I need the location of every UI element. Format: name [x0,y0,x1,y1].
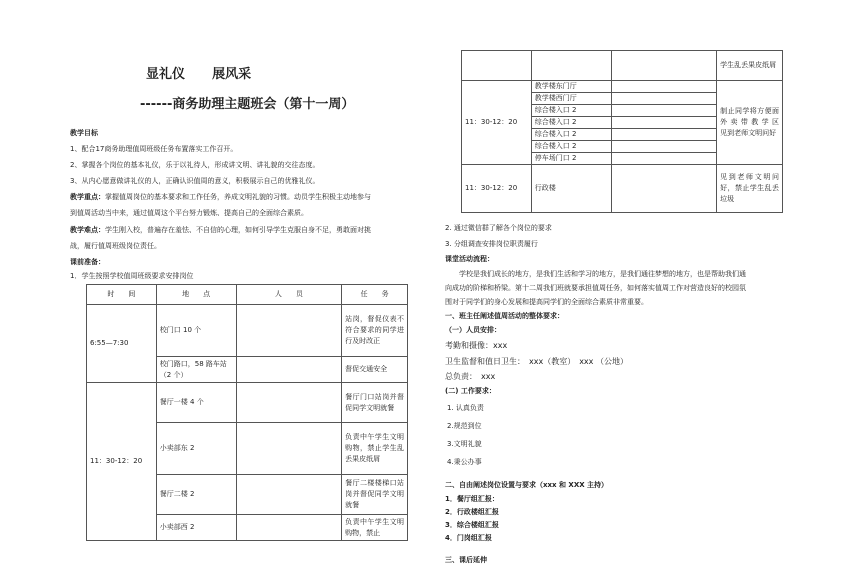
section-2-heading: 二、自由阐述岗位设置与要求（xxx 和 XXX 主持） [445,481,609,489]
table-row [87,383,408,423]
cell-time: 6:55—7:30 [87,305,157,383]
section-1-sub2: (二) 工作要求： [445,387,496,395]
section-2-item: 3．综合楼组汇报 [445,521,499,529]
section-2-item: 4．门岗组汇报 [445,534,492,542]
cell-time: 11：30-12：20 [462,165,532,213]
key-point: 教学重点：掌握值周岗位的基本要求和工作任务，养成文明礼貌的习惯。动员学生积极主动地参与 [70,193,371,201]
cell-place: 停车场门口 2 [531,153,611,165]
table-row [462,165,783,213]
cell-place: 小卖部东 2 [156,423,236,475]
staff-2: 卫生监督和值日卫生： xxx（教室） xxx （公地） [445,357,628,366]
cell-people [236,515,342,541]
section-3-heading: 三、课后延伸 [445,556,487,564]
header-place: 地 点 [156,285,236,305]
flow-paragraph-2: 向成功的阶梯和桥梁。第十二周我们班就要承担值周任务，如何落实值周工作对营造良好的校园氛 [445,284,746,292]
key-point-cont: 到值周活动当中来，通过值周这个平台努力锻炼、提高自己的全面综合素质。 [70,209,308,217]
table-row [462,51,783,81]
duty-table-continued [461,50,793,213]
cell-place: 综合楼入口 2 [531,129,611,141]
section-2-item: 2．行政楼组汇报 [445,508,499,516]
header-time: 时 间 [87,285,157,305]
cell-people [236,383,342,423]
cell-task: 站岗，督促仪表不符合要求的同学进行及时改正 [342,305,408,357]
flow-paragraph-3: 围对于同学们的身心发展和提高同学们的全面综合素质非常重要。 [445,298,648,306]
cell-task: 餐厅二楼楼梯口站岗并督促同学文明就餐 [342,475,408,515]
goal-2: 2、掌握各个岗位的基本礼仪，乐于以礼待人，形成讲文明、讲礼貌的交往态度。 [70,161,320,169]
cell-time: 11：30-12：20 [87,383,157,541]
difficulty-cont: 战，履行值周班级岗位责任。 [70,242,161,250]
header-task: 任 务 [342,285,408,305]
difficulty: 教学难点：学生刚入校，普遍存在羞怯、不自信的心理，如何引导学生克服自身不足，勇敢面对挑 [70,226,371,234]
requirement: 2.规范到位 [447,422,482,430]
cell-people [236,475,342,515]
cell-place: 餐厅二楼 2 [156,475,236,515]
cell-task: 餐厅门口站岗并督促同学文明就餐 [342,383,408,423]
cell-place: 小卖部西 2 [156,515,236,541]
staff-3: 总负责： xxx [445,372,496,381]
cell-people [236,305,342,357]
cell-place: 综合楼入口 2 [531,117,611,129]
page-title: 显礼仪 展风采 [146,67,252,82]
cell-people [236,423,342,475]
table-row [462,81,783,93]
prep-item-1: 1．学生按照学校值周班级要求安排岗位 [70,272,194,280]
requirement: 3.文明礼貌 [447,440,482,448]
section-2-item: 1．餐厅组汇报： [445,495,499,503]
goals-heading: 教学目标 [70,129,98,137]
flow-paragraph-1: 学校是我们成长的地方，是我们生活和学习的地方，是我们通往梦想的地方，也是帮助我们通 [459,270,746,278]
page-subtitle: ------商务助理主题班会（第十一周） [140,97,355,112]
duty-table [86,284,408,541]
requirement: 4.秉公办事 [447,458,482,466]
cell-task: 学生乱丢果皮纸屑 [717,51,783,81]
cell-task: 督促交通安全 [342,357,408,383]
goal-1: 1、配合17商务助理值周班级任务布置落实工作召开。 [70,145,238,153]
cell-place: 综合楼入口 2 [531,141,611,153]
section-1-sub: （一）人员安排： [445,326,501,334]
cell-people [236,357,342,383]
section-1-heading: 一、班主任阐述值周活动的整体要求： [445,312,564,320]
table-row [87,305,408,357]
cell-task: 负责中午学生文明购物，禁止 [342,515,408,541]
cell-place: 校门口 10 个 [156,305,236,357]
cell-place: 校门路口，58 路车站（2 个） [156,357,236,383]
staff-1: 考勤和摄像：xxx [445,341,508,350]
requirement: 1. 认真负责 [447,404,484,412]
cell-task: 负责中午学生文明购物，禁止学生乱丢果皮纸屑 [342,423,408,475]
cell-place: 教学楼东门厅 [531,81,611,93]
cell-place: 餐厅一楼 4 个 [156,383,236,423]
prep-heading: 课前准备： [70,258,105,266]
cell-task: 见到老师文明问好，禁止学生乱丢垃圾 [717,165,783,213]
flow-heading: 课堂活动流程： [445,255,494,263]
cell-task: 制止同学将方便面外卖带教学区 见到老师文明问好 [717,81,783,165]
cell-place: 行政楼 [531,165,611,213]
prep-item-3: 3. 分组调查安排岗位职责履行 [445,240,538,248]
cell-time: 11：30-12：20 [462,81,532,165]
goal-3: 3、从内心愿意做讲礼仪的人，正确认识值周的意义，积极展示自己的优雅礼仪。 [70,177,320,185]
cell-place: 教学楼西门厅 [531,93,611,105]
cell-place: 综合楼入口 2 [531,105,611,117]
prep-item-2: 2. 通过微信群了解各个岗位的要求 [445,224,552,232]
header-people: 人 员 [236,285,342,305]
